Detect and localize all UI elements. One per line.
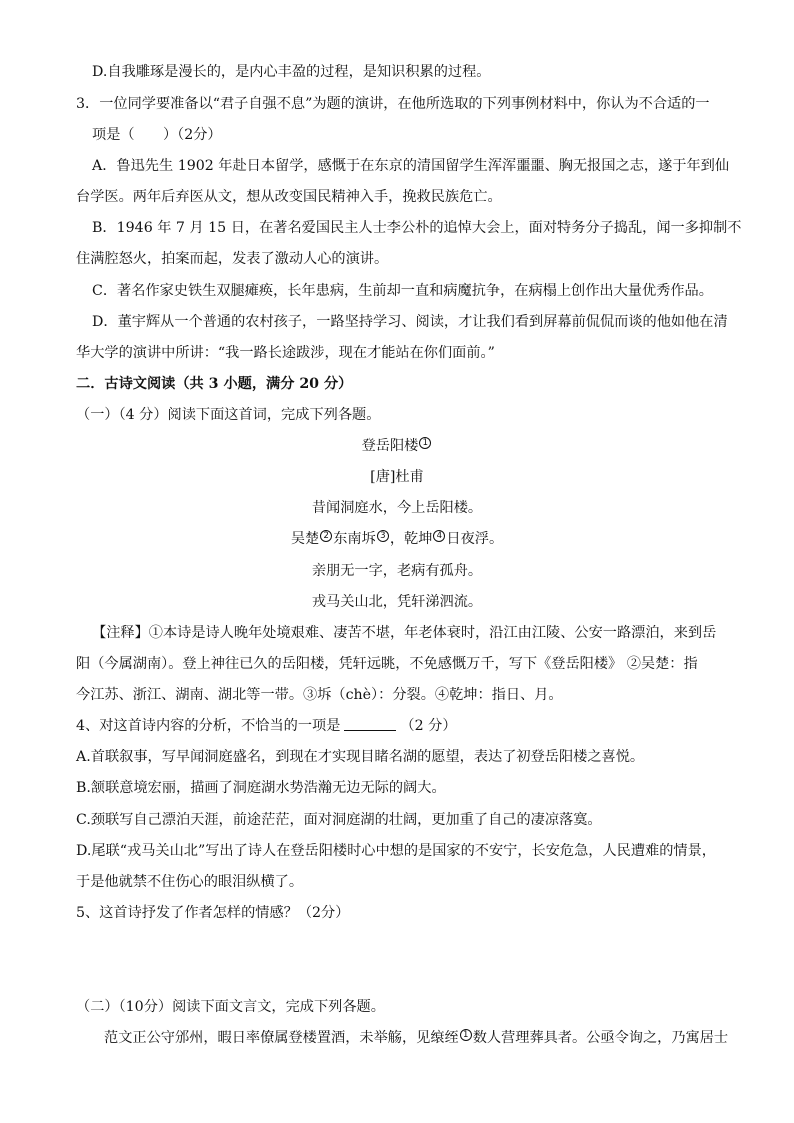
q4-score: （2 分） <box>400 718 457 734</box>
prose-seg-b: 数人营理葬具者。公亟令询之，乃寓居士 <box>472 1030 729 1046</box>
section-heading: 二．古诗文阅读（共 3 小题，满分 20 分） <box>76 376 353 392</box>
q4-stem <box>76 716 457 736</box>
notes-line-3: 今江苏、浙江、湖南、湖北等一带。③坼（chè）：分裂。④乾坤：指日、月。 <box>76 687 563 703</box>
poem-title-text: 登岳阳楼 <box>361 438 419 454</box>
part1-intro: （一）（4 分）阅读下面这首词，完成下列各题。 <box>76 407 381 423</box>
q4-option-c: C.颈联写自己漂泊天涯，前途茫茫，面对洞庭湖的壮阔，更加重了自己的凄凉落寞。 <box>76 812 602 828</box>
note-marker-1: 1 <box>419 437 431 449</box>
q3-option-a-line2: 台学医。两年后弃医从文，想从改变国民精神入手，挽救民族危亡。 <box>76 189 502 205</box>
note-marker-3: 3 <box>377 530 389 542</box>
q3-option-c: C．著名作家史铁生双腿瘫痪，长年患病，生前却一直和病魔抗争，在病榻上创作出大量优秀作品。 <box>92 283 713 299</box>
poem-line-2-seg-d: 日夜浮。 <box>446 531 504 547</box>
q4-option-d-line1: D.尾联“戎马关山北”写出了诗人在登岳阳楼时心中想的是国家的不安宁，长安危急，人民遭难的情景， <box>76 843 716 859</box>
q3-option-b-line1: B．1946 年 7 月 15 日，在著名爱国民主人士李公朴的追悼大会上，面对特务分子捣乱，闻一多抑制不 <box>92 220 742 236</box>
note-marker-2: 2 <box>320 530 332 542</box>
q4-stem-text: 4、对这首诗内容的分析，不恰当的一项是 <box>76 718 341 734</box>
poem-line-2 <box>0 529 794 549</box>
q3-option-a-line1: A．鲁迅先生 1902 年赴日本留学，感慨于在东京的清国留学生浑浑噩噩、胸无报国之志，遂于年到仙 <box>92 158 730 174</box>
q3-option-b-line2: 住满腔怒火，拍案而起，发表了激动人心的演讲。 <box>76 251 389 267</box>
poem-line-2-seg-a: 吴楚 <box>290 531 320 547</box>
prose-line-1 <box>104 1028 728 1048</box>
poem-line-4: 戎马关山北，凭轩涕泗流。 <box>311 594 483 610</box>
q4-option-b: B.颔联意境宏丽，描画了洞庭湖水势浩瀚无边无际的阔大。 <box>76 780 446 796</box>
q3-stem-line2: 项是（ ）（2分） <box>92 127 222 143</box>
poem-title <box>0 436 794 456</box>
q2-option-d: D.自我雕琢是漫长的，是内心丰盈的过程，是知识积累的过程。 <box>92 64 491 80</box>
poem-line-2-seg-b: 东南坼 <box>333 531 376 547</box>
q3-option-d-line1: D．董宇辉从一个普通的农村孩子，一路坚持学习、阅读，才让我们看到屏幕前侃侃而谈的他如他在清 <box>92 314 728 330</box>
q4-option-a: A.首联叙事，写早闻洞庭盛名，到现在才实现目睹名湖的愿望，表达了初登岳阳楼之喜悦。 <box>76 749 645 765</box>
prose-seg-a: 范文正公守邠州，暇日率僚属登楼置酒，未举觞，见缞绖 <box>104 1030 459 1046</box>
answer-blank[interactable] <box>344 718 396 731</box>
notes-line-1: 【注释】①本诗是诗人晚年处境艰难、凄苦不堪，年老体衰时，沿江由江陵、公安一路漂泊，来到岳 <box>92 625 717 641</box>
poem-line-3: 亲朋无一字，老病有孤舟。 <box>311 563 483 579</box>
poem-line-2-seg-c: ，乾坤 <box>389 531 433 547</box>
q3-option-d-line2: 华大学的演讲中所讲：“我一路长途跋涉，现在才能站在你们面前。” <box>76 345 495 361</box>
q5-stem: 5、这首诗抒发了作者怎样的情感？（2分） <box>76 905 350 921</box>
note-marker-prose-1: 1 <box>460 1029 472 1041</box>
notes-line-2: 阳（今属湖南）。登上神往已久的岳阳楼，凭轩远眺，不免感慨万千，写下《登岳阳楼》 ②吴楚：指 <box>76 656 698 672</box>
poem-line-1: 昔闻洞庭水，今上岳阳楼。 <box>311 500 483 516</box>
poem-author: [唐]杜甫 <box>370 469 424 485</box>
part2-intro: （二）（10分）阅读下面文言文，完成下列各题。 <box>76 999 385 1015</box>
q3-stem-line1: 3．一位同学要准备以“君子自强不息”为题的演讲，在他所选取的下列事例材料中，你认为不合适的一 <box>76 96 710 112</box>
q4-option-d-line2: 于是他就禁不住伤心的眼泪纵横了。 <box>76 874 304 890</box>
note-marker-4: 4 <box>433 530 445 542</box>
